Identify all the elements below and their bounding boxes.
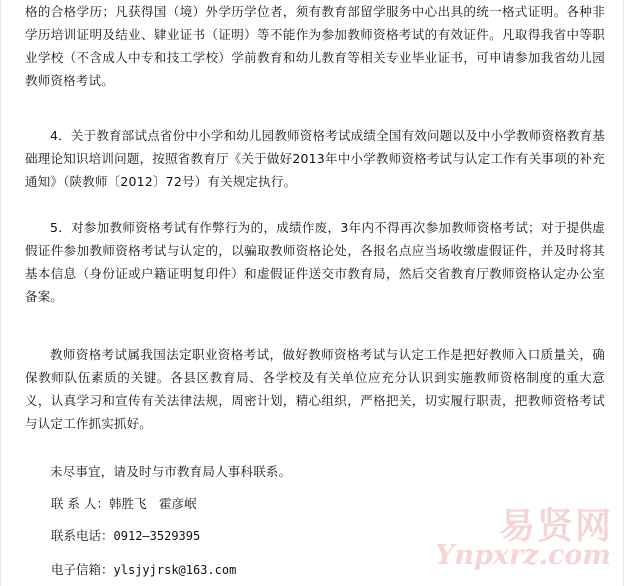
contact-person-label: 联 系 人： [51, 496, 109, 511]
paragraph-item-4: 4．关于教育部试点省份中小学和幼儿园教师资格考试成绩全国有效问题以及中小学教师资格教育基础理论知识培训问题，按照省教育厅《关于做好2013年中小学教师资格考试与认定工作有关事项的补充通知》（陕教师〔2012〕72号）有关规定执行。 [25, 128, 605, 189]
contact-email-value: ylsjyjrsk@163.com [113, 563, 237, 577]
paragraph-closing: 教师资格考试属我国法定职业资格考试，做好教师资格考试与认定工作是把好教师入口质量关，确保教师队伍素质的关键。各县区教育局、各学校及有关单位应充分认识到实施教师资格制度的重大意义，认真学习和宣传有关法律法规，周密计划，精心组织，严格把关，切实履行职责，把教师资格考试与认定工作抓实抓好。 [25, 347, 605, 431]
contact-phone-value: 0912—3529395 [113, 529, 201, 543]
watermark-cn-text: 易贤网 [498, 506, 613, 547]
paragraph-item-5: 5．对参加教师资格考试有作弊行为的，成绩作废，3年内不得再次参加教师资格考试；对于提供虚假证件参加教师资格考试与认定的，以骗取教师资格论处，各报名点应当场收缴虚假证件，并及时将其基本信息（身份证或户籍证明复印件）和虚假证件送交市教育局，然后交省教育厅教师资格认定办公室备案。 [25, 220, 605, 304]
contact-phone-line [51, 526, 200, 546]
contact-person-value: 韩胜飞 霍彦岷 [108, 496, 197, 511]
contact-email-label: 电子信箱： [51, 562, 114, 577]
watermark-en-text: Ynpxrz.com [435, 540, 611, 571]
contact-person-line [51, 494, 196, 514]
site-watermark [435, 498, 613, 584]
contact-email-line [51, 560, 236, 580]
paragraph-note: 未尽事宜，请及时与市教育局人事科联系。 [50, 464, 292, 479]
contact-phone-label: 联系电话： [51, 528, 114, 543]
paragraph-qualification-continued: 格的合格学历；凡获得国（境）外学历学位者，须有教育部留学服务中心出具的统一格式证明。各种非学历培训证明及结业、肄业证书（证明）等不能作为参加教师资格考试的有效证件。凡取得我省中等职业学校（不含成人中专和技工学校）学前教育和幼儿教育等相关专业毕业证书，可申请参加我省幼儿园教师资格考试。 [25, 4, 605, 88]
